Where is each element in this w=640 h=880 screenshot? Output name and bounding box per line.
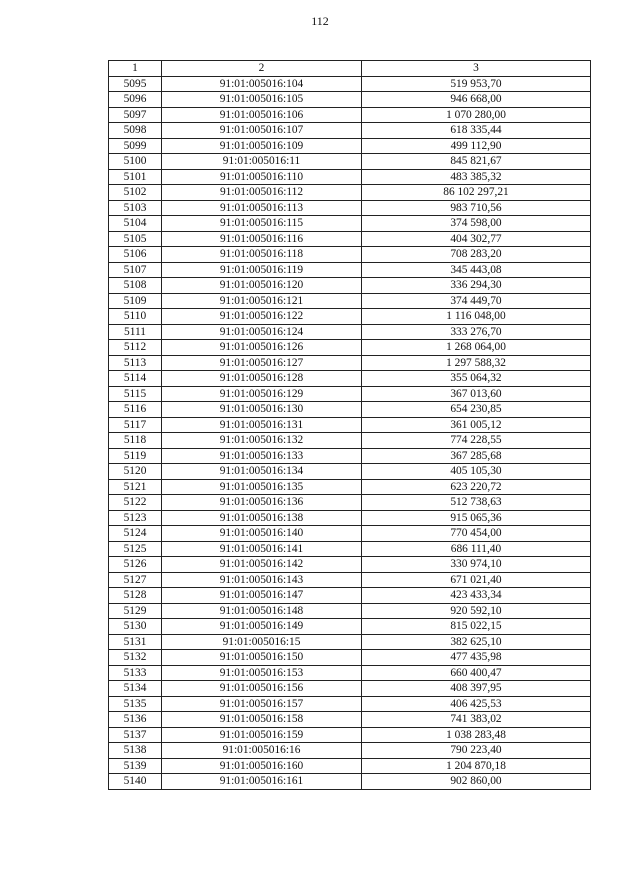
row-number-cell: 5131 [109, 634, 162, 650]
value-cell: 1 268 064,00 [362, 340, 591, 356]
page-number: 112 [311, 14, 329, 28]
value-cell: 774 228,55 [362, 433, 591, 449]
row-number-cell: 5117 [109, 417, 162, 433]
cadastral-number-cell: 91:01:005016:106 [162, 107, 362, 123]
value-cell: 423 433,34 [362, 588, 591, 604]
value-cell: 946 668,00 [362, 92, 591, 108]
row-number-cell: 5127 [109, 572, 162, 588]
value-cell: 408 397,95 [362, 681, 591, 697]
cadastral-number-cell: 91:01:005016:133 [162, 448, 362, 464]
table-row [109, 603, 591, 619]
cadastral-value-table [108, 60, 591, 790]
table-row [109, 727, 591, 743]
cadastral-number-cell: 91:01:005016:159 [162, 727, 362, 743]
column-header-3: 3 [362, 61, 591, 77]
row-number-cell: 5103 [109, 200, 162, 216]
table-row [109, 541, 591, 557]
table-row [109, 262, 591, 278]
table-row [109, 231, 591, 247]
value-cell: 361 005,12 [362, 417, 591, 433]
cadastral-number-cell: 91:01:005016:16 [162, 743, 362, 759]
value-cell: 1 116 048,00 [362, 309, 591, 325]
cadastral-number-cell: 91:01:005016:124 [162, 324, 362, 340]
row-number-cell: 5115 [109, 386, 162, 402]
cadastral-number-cell: 91:01:005016:119 [162, 262, 362, 278]
cadastral-number-cell: 91:01:005016:129 [162, 386, 362, 402]
table-row [109, 557, 591, 573]
row-number-cell: 5140 [109, 774, 162, 790]
value-cell: 336 294,30 [362, 278, 591, 294]
value-cell: 623 220,72 [362, 479, 591, 495]
value-cell: 519 953,70 [362, 76, 591, 92]
table-row [109, 510, 591, 526]
cadastral-number-cell: 91:01:005016:158 [162, 712, 362, 728]
value-cell: 483 385,32 [362, 169, 591, 185]
cadastral-number-cell: 91:01:005016:141 [162, 541, 362, 557]
value-cell: 1 038 283,48 [362, 727, 591, 743]
table-row [109, 247, 591, 263]
cadastral-number-cell: 91:01:005016:122 [162, 309, 362, 325]
row-number-cell: 5096 [109, 92, 162, 108]
row-number-cell: 5136 [109, 712, 162, 728]
row-number-cell: 5111 [109, 324, 162, 340]
value-cell: 902 860,00 [362, 774, 591, 790]
cadastral-number-cell: 91:01:005016:11 [162, 154, 362, 170]
table-row [109, 200, 591, 216]
cadastral-number-cell: 91:01:005016:150 [162, 650, 362, 666]
value-cell: 920 592,10 [362, 603, 591, 619]
cadastral-number-cell: 91:01:005016:112 [162, 185, 362, 201]
table-row [109, 495, 591, 511]
table-row [109, 774, 591, 790]
row-number-cell: 5107 [109, 262, 162, 278]
row-number-cell: 5122 [109, 495, 162, 511]
cadastral-number-cell: 91:01:005016:153 [162, 665, 362, 681]
table-row [109, 572, 591, 588]
column-header-1: 1 [109, 61, 162, 77]
table-row [109, 619, 591, 635]
table-row [109, 758, 591, 774]
table-row [109, 402, 591, 418]
row-number-cell: 5099 [109, 138, 162, 154]
table-row [109, 169, 591, 185]
value-cell: 367 285,68 [362, 448, 591, 464]
row-number-cell: 5095 [109, 76, 162, 92]
cadastral-number-cell: 91:01:005016:143 [162, 572, 362, 588]
row-number-cell: 5112 [109, 340, 162, 356]
cadastral-number-cell: 91:01:005016:15 [162, 634, 362, 650]
value-cell: 845 821,67 [362, 154, 591, 170]
cadastral-number-cell: 91:01:005016:138 [162, 510, 362, 526]
table-row [109, 386, 591, 402]
value-cell: 367 013,60 [362, 386, 591, 402]
row-number-cell: 5128 [109, 588, 162, 604]
table-row [109, 138, 591, 154]
value-cell: 355 064,32 [362, 371, 591, 387]
row-number-cell: 5113 [109, 355, 162, 371]
cadastral-number-cell: 91:01:005016:110 [162, 169, 362, 185]
cadastral-number-cell: 91:01:005016:156 [162, 681, 362, 697]
row-number-cell: 5109 [109, 293, 162, 309]
row-number-cell: 5102 [109, 185, 162, 201]
row-number-cell: 5135 [109, 696, 162, 712]
row-number-cell: 5121 [109, 479, 162, 495]
cadastral-number-cell: 91:01:005016:107 [162, 123, 362, 139]
value-cell: 741 383,02 [362, 712, 591, 728]
value-cell: 477 435,98 [362, 650, 591, 666]
table-row [109, 216, 591, 232]
table-row [109, 696, 591, 712]
row-number-cell: 5105 [109, 231, 162, 247]
table-row [109, 634, 591, 650]
value-cell: 1 070 280,00 [362, 107, 591, 123]
cadastral-number-cell: 91:01:005016:130 [162, 402, 362, 418]
cadastral-number-cell: 91:01:005016:115 [162, 216, 362, 232]
table-row [109, 417, 591, 433]
value-cell: 660 400,47 [362, 665, 591, 681]
table-row [109, 76, 591, 92]
table-row [109, 123, 591, 139]
table-header-row [109, 61, 591, 77]
row-number-cell: 5108 [109, 278, 162, 294]
value-cell: 404 302,77 [362, 231, 591, 247]
row-number-cell: 5124 [109, 526, 162, 542]
cadastral-number-cell: 91:01:005016:131 [162, 417, 362, 433]
value-cell: 405 105,30 [362, 464, 591, 480]
cadastral-number-cell: 91:01:005016:104 [162, 76, 362, 92]
cadastral-number-cell: 91:01:005016:120 [162, 278, 362, 294]
value-cell: 382 625,10 [362, 634, 591, 650]
table-row [109, 681, 591, 697]
cadastral-number-cell: 91:01:005016:149 [162, 619, 362, 635]
row-number-cell: 5132 [109, 650, 162, 666]
row-number-cell: 5133 [109, 665, 162, 681]
value-cell: 333 276,70 [362, 324, 591, 340]
value-cell: 330 974,10 [362, 557, 591, 573]
cadastral-number-cell: 91:01:005016:109 [162, 138, 362, 154]
table-row [109, 650, 591, 666]
table-row [109, 92, 591, 108]
value-cell: 512 738,63 [362, 495, 591, 511]
cadastral-number-cell: 91:01:005016:118 [162, 247, 362, 263]
table-row [109, 526, 591, 542]
table-row [109, 665, 591, 681]
row-number-cell: 5114 [109, 371, 162, 387]
value-cell: 686 111,40 [362, 541, 591, 557]
cadastral-number-cell: 91:01:005016:135 [162, 479, 362, 495]
row-number-cell: 5137 [109, 727, 162, 743]
value-cell: 345 443,08 [362, 262, 591, 278]
cadastral-number-cell: 91:01:005016:113 [162, 200, 362, 216]
row-number-cell: 5130 [109, 619, 162, 635]
row-number-cell: 5110 [109, 309, 162, 325]
value-cell: 86 102 297,21 [362, 185, 591, 201]
table-row [109, 324, 591, 340]
table-row [109, 588, 591, 604]
cadastral-number-cell: 91:01:005016:132 [162, 433, 362, 449]
cadastral-number-cell: 91:01:005016:127 [162, 355, 362, 371]
value-cell: 374 598,00 [362, 216, 591, 232]
cadastral-number-cell: 91:01:005016:160 [162, 758, 362, 774]
value-cell: 770 454,00 [362, 526, 591, 542]
cadastral-number-cell: 91:01:005016:142 [162, 557, 362, 573]
table-row [109, 371, 591, 387]
cadastral-number-cell: 91:01:005016:126 [162, 340, 362, 356]
cadastral-number-cell: 91:01:005016:121 [162, 293, 362, 309]
cadastral-number-cell: 91:01:005016:116 [162, 231, 362, 247]
value-cell: 1 297 588,32 [362, 355, 591, 371]
row-number-cell: 5101 [109, 169, 162, 185]
row-number-cell: 5100 [109, 154, 162, 170]
value-cell: 1 204 870,18 [362, 758, 591, 774]
table-body [109, 76, 591, 789]
value-cell: 915 065,36 [362, 510, 591, 526]
cadastral-number-cell: 91:01:005016:134 [162, 464, 362, 480]
value-cell: 708 283,20 [362, 247, 591, 263]
column-header-2: 2 [162, 61, 362, 77]
cadastral-number-cell: 91:01:005016:105 [162, 92, 362, 108]
value-cell: 406 425,53 [362, 696, 591, 712]
table-row [109, 712, 591, 728]
table-row [109, 154, 591, 170]
value-cell: 671 021,40 [362, 572, 591, 588]
table-row [109, 293, 591, 309]
row-number-cell: 5134 [109, 681, 162, 697]
table-row [109, 278, 591, 294]
table-row [109, 185, 591, 201]
cadastral-number-cell: 91:01:005016:148 [162, 603, 362, 619]
table-row [109, 464, 591, 480]
row-number-cell: 5138 [109, 743, 162, 759]
row-number-cell: 5104 [109, 216, 162, 232]
row-number-cell: 5125 [109, 541, 162, 557]
value-cell: 499 112,90 [362, 138, 591, 154]
value-cell: 790 223,40 [362, 743, 591, 759]
cadastral-number-cell: 91:01:005016:136 [162, 495, 362, 511]
table-row [109, 448, 591, 464]
row-number-cell: 5119 [109, 448, 162, 464]
row-number-cell: 5097 [109, 107, 162, 123]
cadastral-number-cell: 91:01:005016:147 [162, 588, 362, 604]
cadastral-number-cell: 91:01:005016:140 [162, 526, 362, 542]
row-number-cell: 5116 [109, 402, 162, 418]
row-number-cell: 5118 [109, 433, 162, 449]
cadastral-number-cell: 91:01:005016:161 [162, 774, 362, 790]
row-number-cell: 5129 [109, 603, 162, 619]
table-row [109, 309, 591, 325]
table-row [109, 340, 591, 356]
table-row [109, 743, 591, 759]
table-row [109, 355, 591, 371]
value-cell: 654 230,85 [362, 402, 591, 418]
row-number-cell: 5139 [109, 758, 162, 774]
row-number-cell: 5098 [109, 123, 162, 139]
row-number-cell: 5106 [109, 247, 162, 263]
table-row [109, 107, 591, 123]
row-number-cell: 5126 [109, 557, 162, 573]
value-cell: 815 022,15 [362, 619, 591, 635]
table-row [109, 479, 591, 495]
table-row [109, 433, 591, 449]
value-cell: 618 335,44 [362, 123, 591, 139]
value-cell: 374 449,70 [362, 293, 591, 309]
row-number-cell: 5120 [109, 464, 162, 480]
cadastral-number-cell: 91:01:005016:128 [162, 371, 362, 387]
row-number-cell: 5123 [109, 510, 162, 526]
cadastral-number-cell: 91:01:005016:157 [162, 696, 362, 712]
value-cell: 983 710,56 [362, 200, 591, 216]
